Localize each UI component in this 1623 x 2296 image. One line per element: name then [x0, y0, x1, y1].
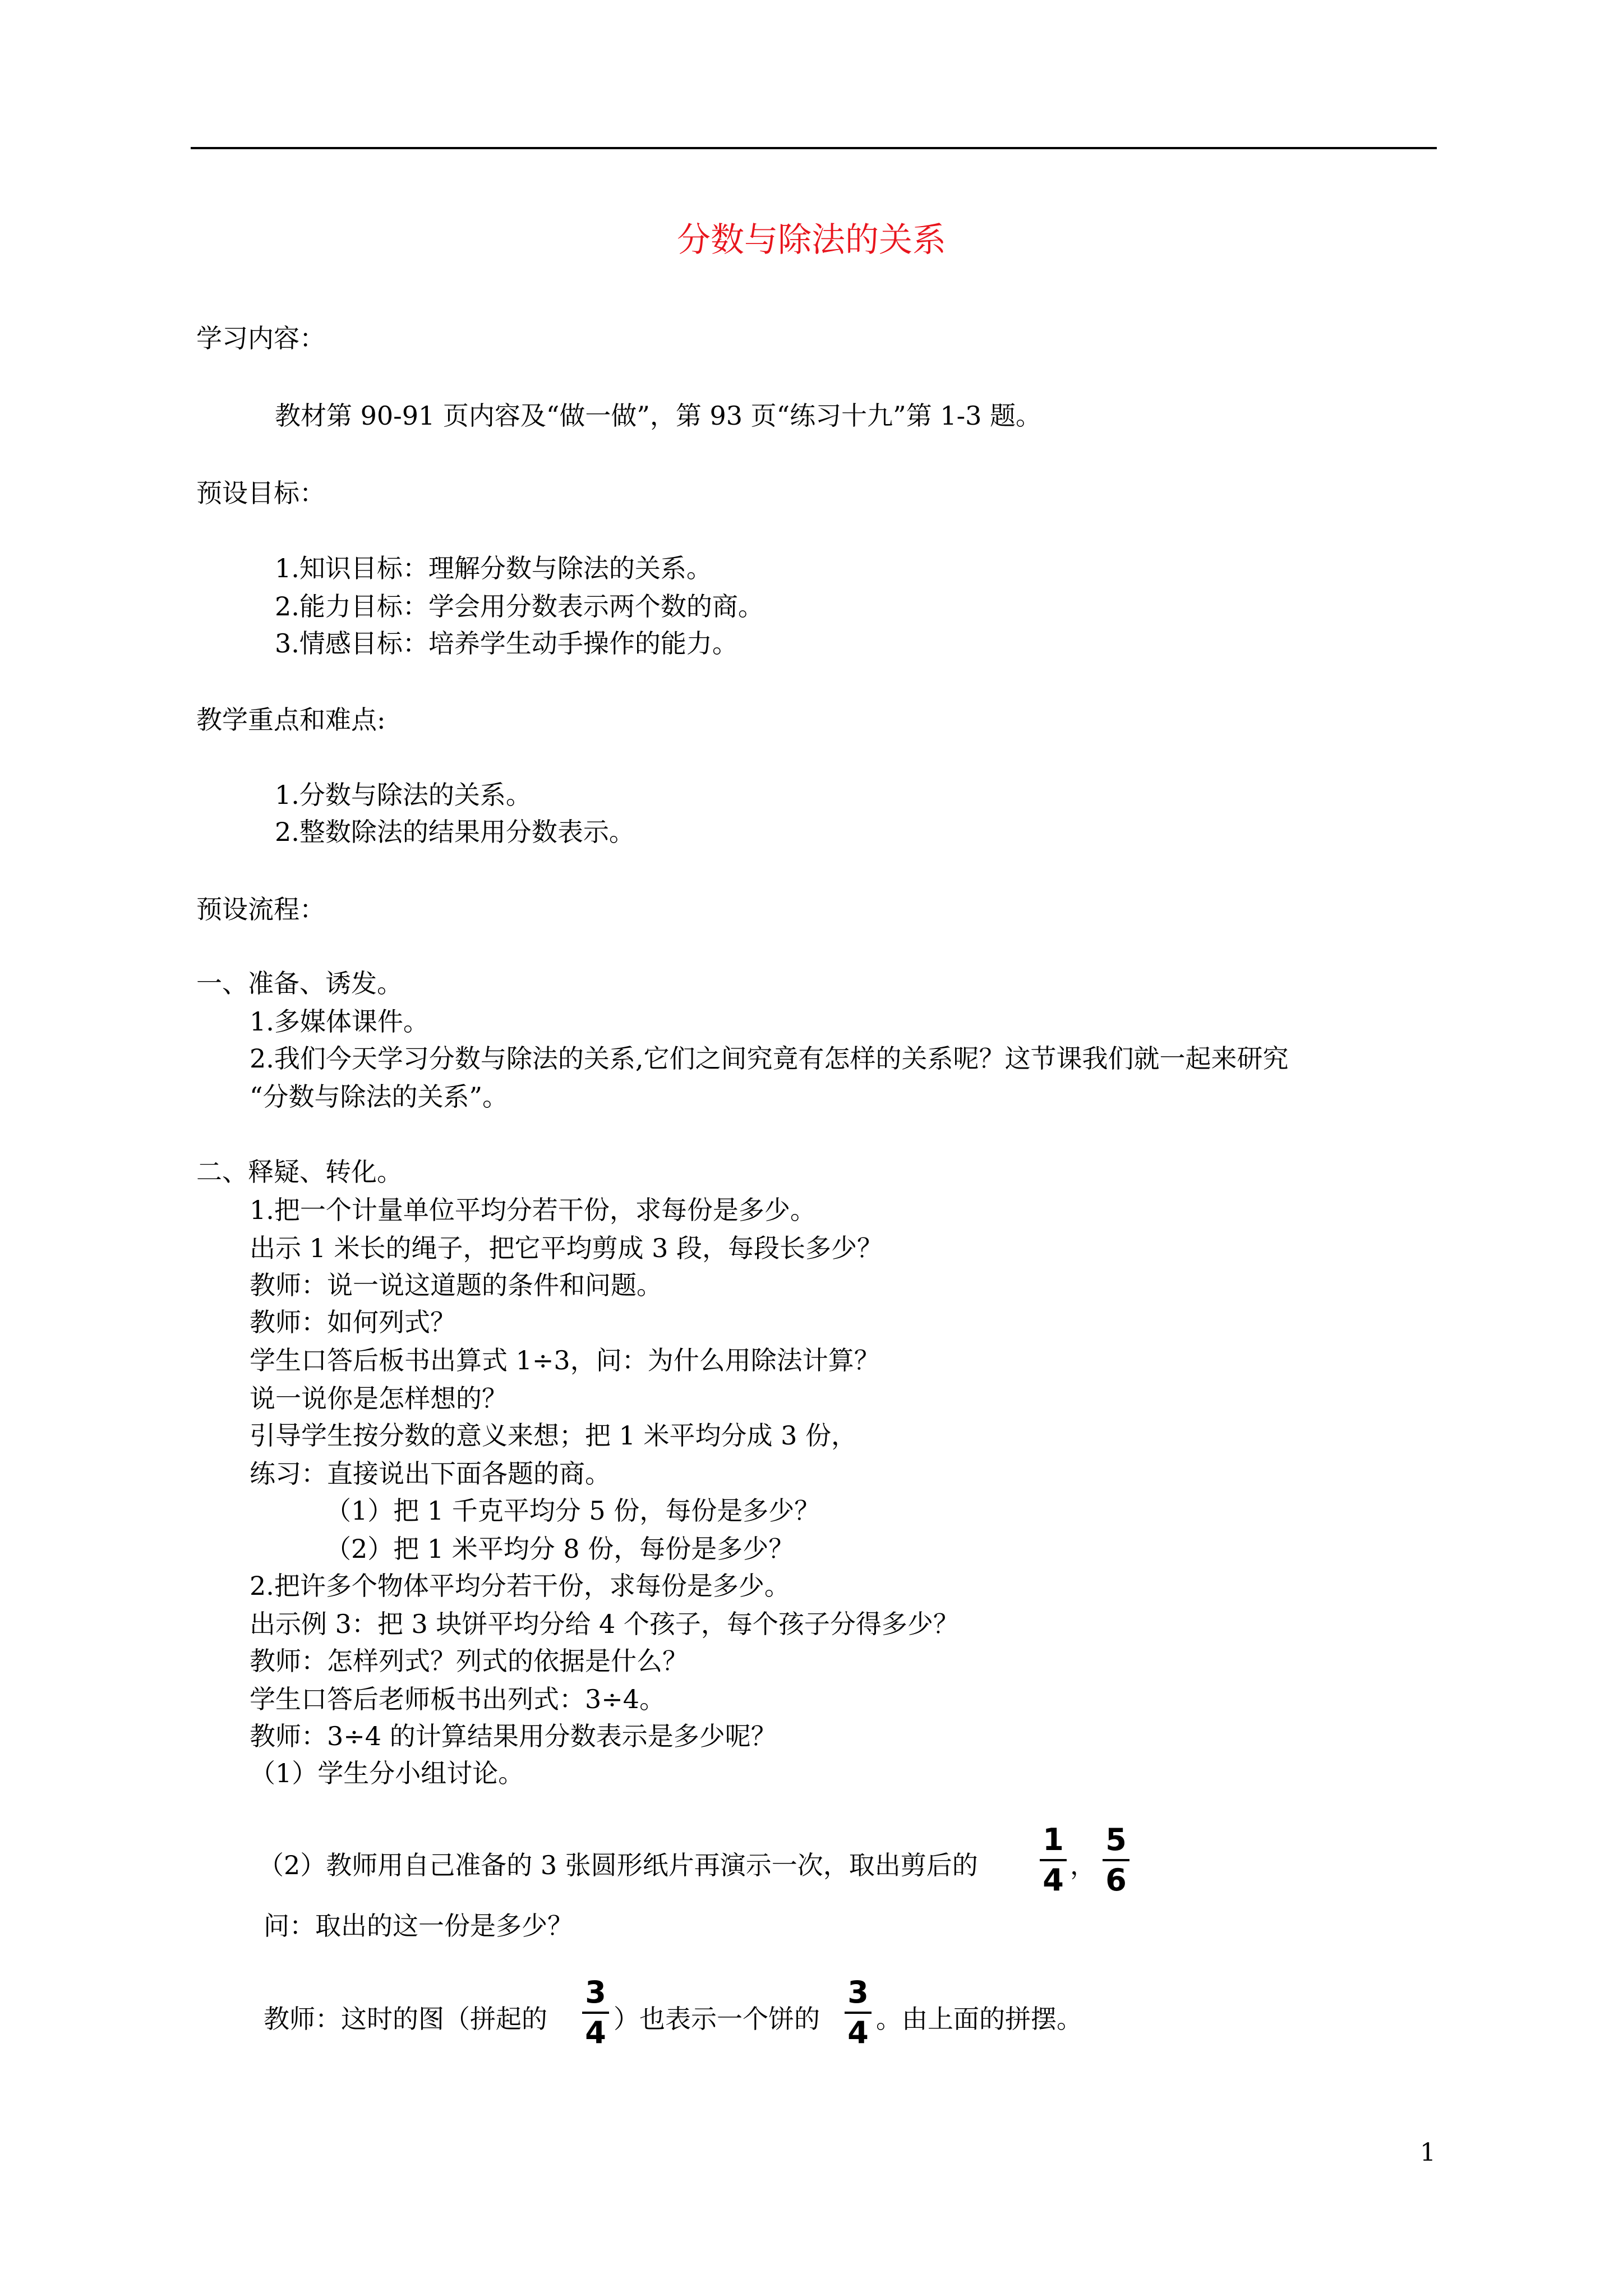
fraction-denominator: 6 [1105, 1862, 1127, 1898]
section-line: 学生口答后老师板书出列式：3÷4。 [250, 1684, 666, 1714]
fraction-denominator: 4 [585, 2015, 606, 2050]
fraction-bar [582, 2012, 609, 2014]
section-line: 出示 1 米长的绳子，把它平均剪成 3 段，每段长多少？ [250, 1233, 883, 1263]
demo-comma: ， [1070, 1850, 1096, 1880]
fraction-numerator: 3 [585, 1975, 606, 2010]
goal-item: 1.知识目标：理解分数与除法的关系。 [275, 553, 712, 583]
fraction-numerator: 1 [1043, 1822, 1064, 1857]
section-line: 学生口答后板书出算式 1÷3，问：为什么用除法计算？ [250, 1345, 880, 1375]
section-line: 出示例 3：把 3 块饼平均分给 4 个孩子，每个孩子分得多少？ [250, 1609, 959, 1639]
section-line: 引导学生按分数的意义来想；把 1 米平均分成 3 份， [250, 1420, 857, 1451]
key-point: 2.整数除法的结果用分数表示。 [275, 817, 635, 847]
content-label: 学习内容： [196, 323, 325, 353]
section-heading: 一、准备、诱发。 [196, 968, 403, 999]
section-heading: 二、释疑、转化。 [196, 1157, 403, 1187]
key-label: 教学重点和难点: [196, 705, 386, 735]
fraction-bar [1103, 1859, 1129, 1861]
key-point: 1.分数与除法的关系。 [275, 780, 532, 810]
section-line: 教师：说一说这道题的条件和问题。 [250, 1270, 662, 1300]
process-label: 预设流程： [196, 894, 325, 924]
fraction-numerator: 3 [847, 1975, 869, 2010]
fraction-bar [845, 2012, 872, 2014]
fraction-numerator: 5 [1105, 1822, 1127, 1857]
exercise-item: （1）把 1 千克平均分 5 份，每份是多少？ [325, 1496, 820, 1526]
teacher-text-a: 教师：这时的图（拼起的 [264, 2004, 547, 2034]
section-line: 说一说你是怎样想的？ [250, 1383, 508, 1414]
section-item: 1.多媒体课件。 [250, 1006, 429, 1037]
fraction-five-sixths [1100, 1822, 1132, 1898]
page-title: 分数与除法的关系 [677, 220, 946, 260]
fraction-denominator: 4 [847, 2015, 869, 2050]
section-line: 1.把一个计量单位平均分若干份，求每份是多少。 [250, 1195, 816, 1225]
goals-label: 预设目标： [196, 478, 325, 508]
fraction-denominator: 4 [1043, 1862, 1064, 1898]
fraction-three-quarters [842, 1975, 874, 2051]
header-rule [191, 147, 1437, 149]
section-item: 2.我们今天学习分数与除法的关系,它们之间究竟有怎样的关系呢？这节课我们就一起来研究 [250, 1043, 1289, 1074]
section-line: 教师：如何列式？ [250, 1307, 456, 1337]
question-line: 问：取出的这一份是多少？ [264, 1911, 573, 1941]
fraction-three-quarters [580, 1975, 611, 2051]
page-number: 1 [1420, 2138, 1436, 2167]
fraction-one-quarter [1038, 1822, 1069, 1898]
section-line: 教师：怎样列式？列式的依据是什么？ [250, 1646, 688, 1676]
goal-item: 3.情感目标：培养学生动手操作的能力。 [275, 628, 738, 659]
teacher-text-b: ）也表示一个饼的 [614, 2004, 820, 2034]
exercise-item: （2）把 1 米平均分 8 份，每份是多少？ [325, 1534, 795, 1564]
teacher-text-c: 。由上面的拼摆。 [876, 2004, 1082, 2034]
section-line: （1）学生分小组讨论。 [250, 1758, 524, 1788]
content-text: 教材第 90-91 页内容及“做一做”，第 93 页“练习十九”第 1-3 题。 [275, 401, 1042, 431]
section-item: “分数与除法的关系”。 [250, 1082, 509, 1112]
demo-text: （2）教师用自己准备的 3 张圆形纸片再演示一次，取出剪后的 [258, 1850, 978, 1880]
goal-item: 2.能力目标：学会用分数表示两个数的商。 [275, 591, 764, 622]
section-line: 教师：3÷4 的计算结果用分数表示是多少呢？ [250, 1721, 777, 1751]
fraction-bar [1040, 1859, 1067, 1861]
section-line: 练习：直接说出下面各题的商。 [250, 1458, 611, 1489]
section-line: 2.把许多个物体平均分若干份，求每份是多少。 [250, 1571, 790, 1601]
